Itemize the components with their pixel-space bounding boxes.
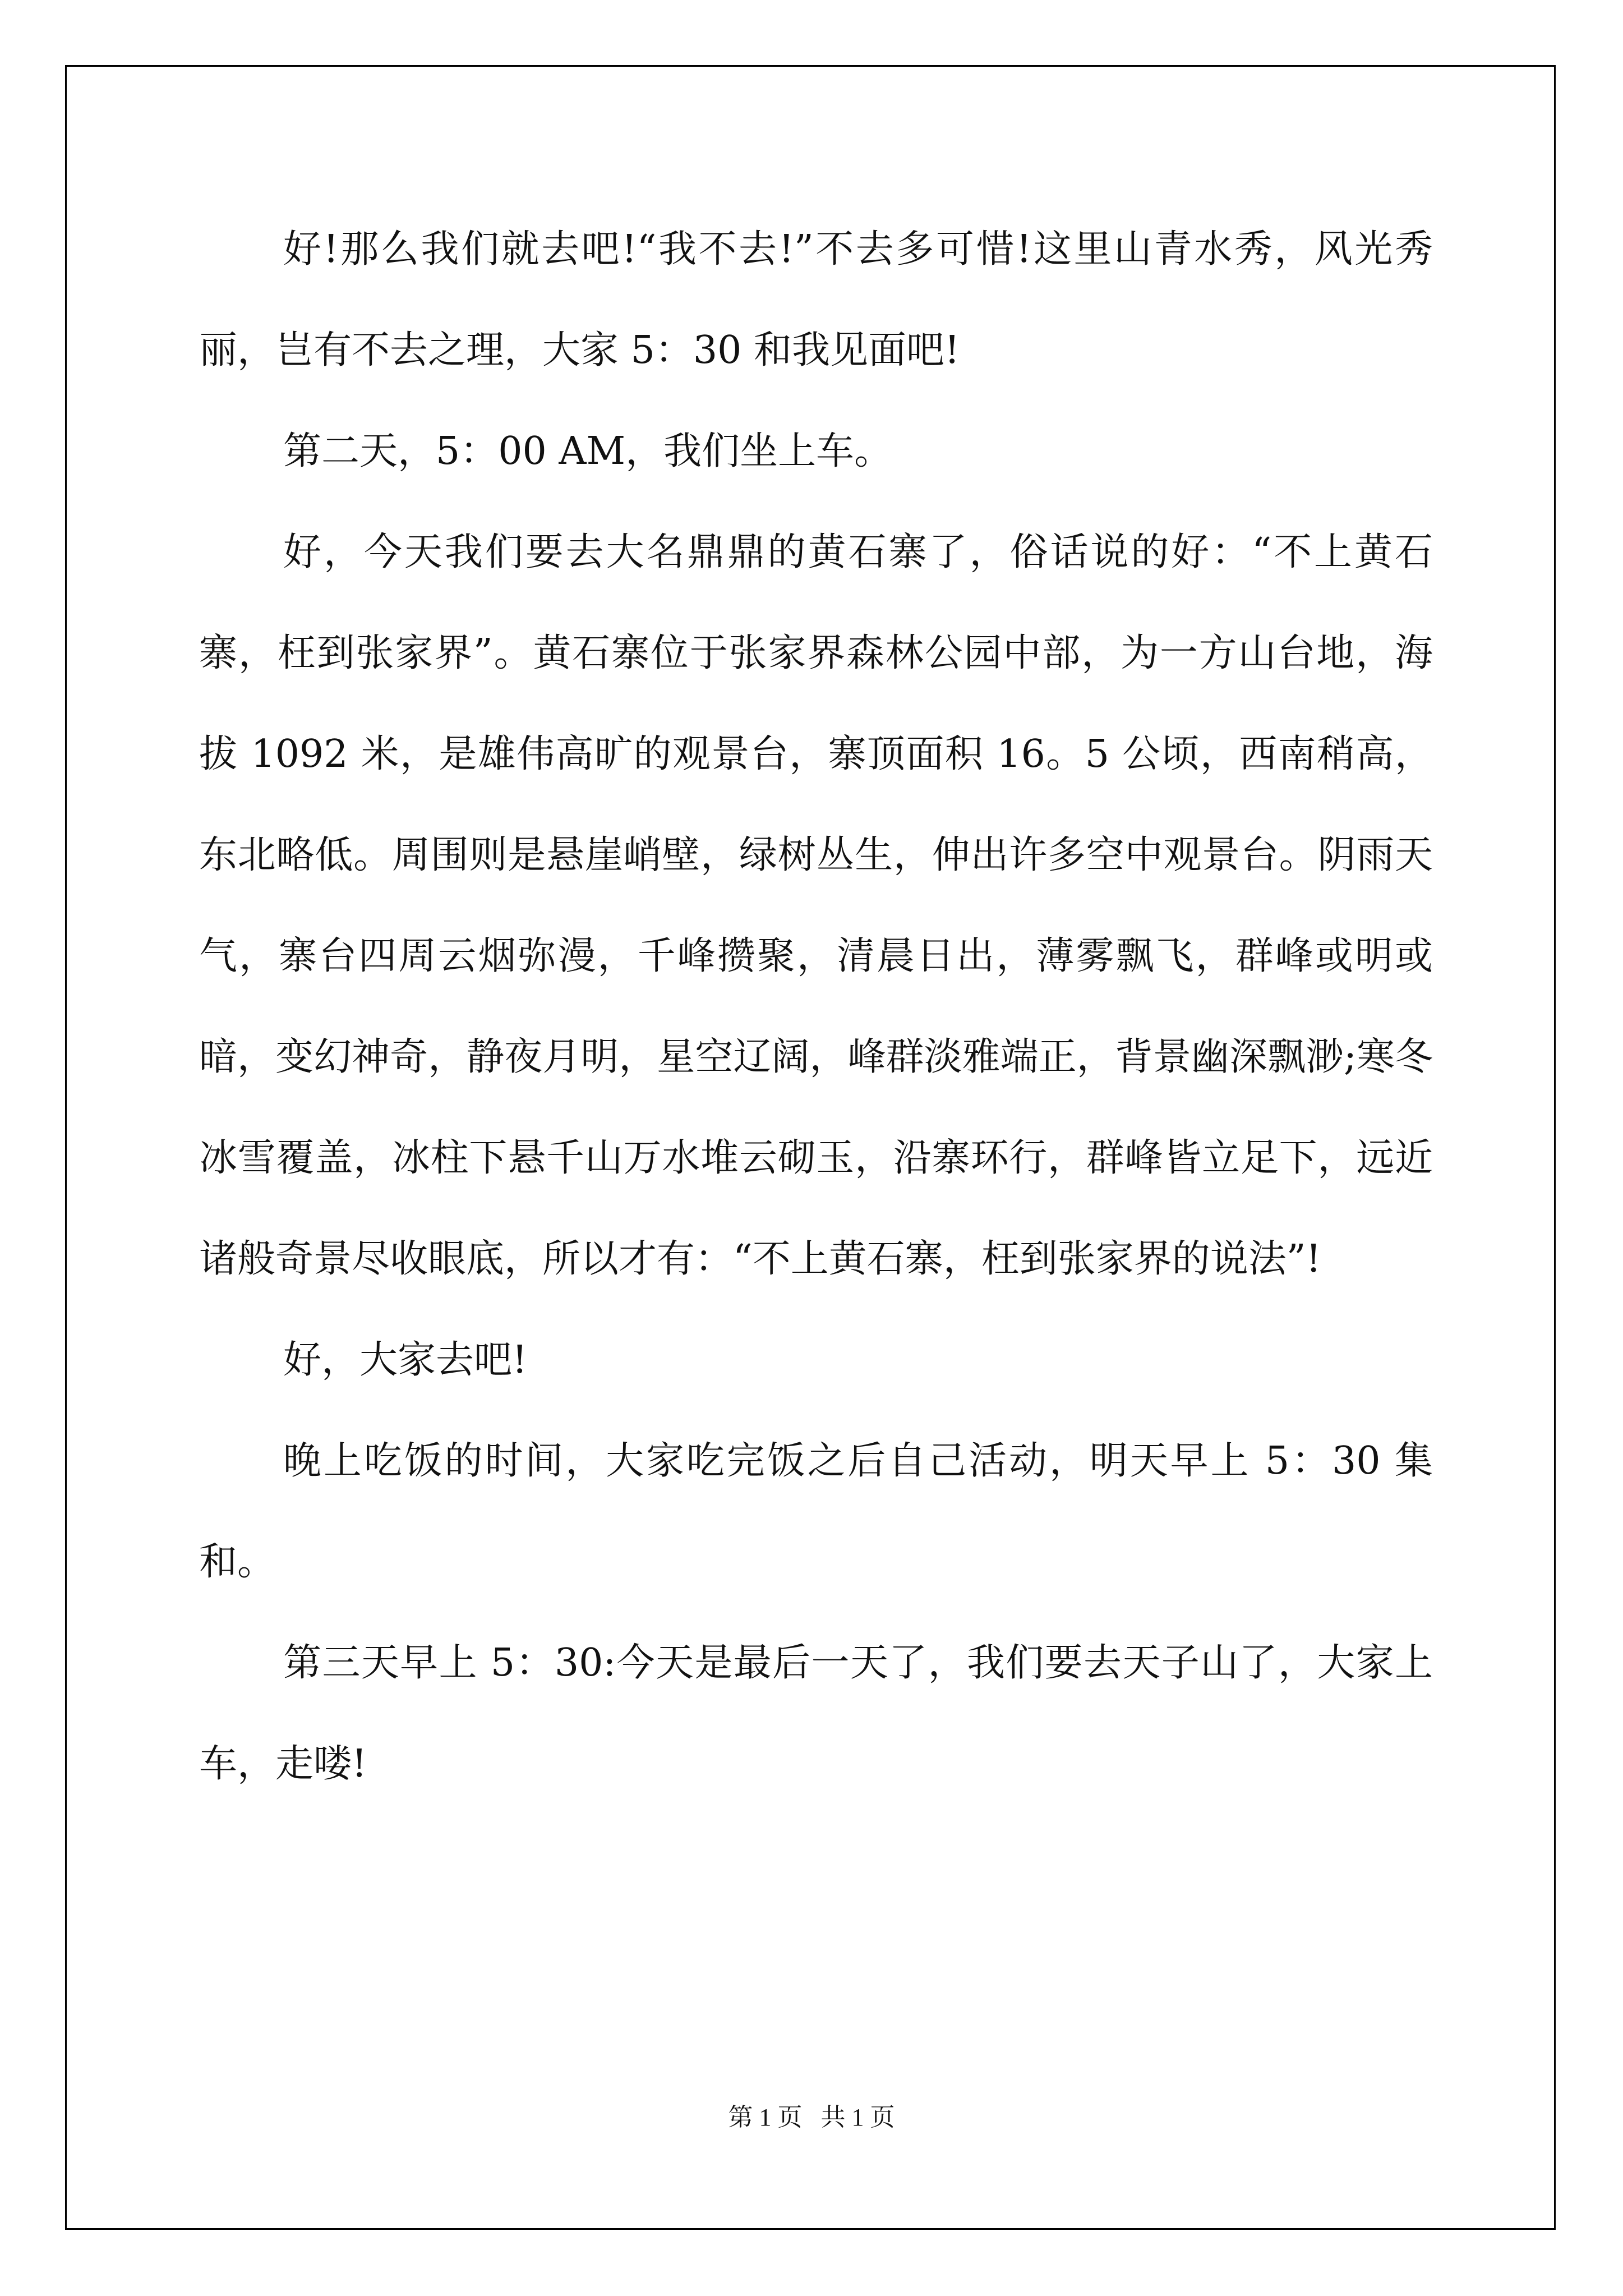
paragraph-1: 好!那么我们就去吧!“我不去!”不去多可惜!这里山青水秀，风光秀丽，岂有不去之理，大家 5：30 和我见面吧! xyxy=(199,227,1433,372)
document-body xyxy=(199,199,1433,1815)
paragraph-2: 第二天，5：00 AM，我们坐上车。 xyxy=(283,429,893,473)
page-footer xyxy=(0,2101,1623,2134)
paragraph-5: 晚上吃饭的时间，大家吃完饭之后自己活动，明天早上 5：30 集和。 xyxy=(199,1439,1433,1584)
paragraph-3: 好，今天我们要去大名鼎鼎的黄石寨了，俗话说的好：“不上黄石寨，枉到张家界”。黄石寨位于张家界森林公园中部，为一方山台地，海拔 1092 米，是雄伟高旷的观景台，寨顶面积 16。5 公顷，西南稍高，东北略低。周围则是悬崖峭壁，绿树丛生，伸出许多空中观景台。阴雨天气，寨台四周云烟弥漫，千峰攒聚，清晨日出，薄雾飘飞，群峰或明或暗，变幻神奇，静夜月明，星空辽阔，峰群淡雅端正，背景幽深飘渺;寒冬冰雪覆盖，冰柱下悬千山万水堆云砌玉，沿寨环行，群峰皆立足下，远近诸般奇景尽收眼底，所以才有：“不上黄石寨，枉到张家界的说法”! xyxy=(199,530,1433,1281)
total-pages: 共 1 页 xyxy=(820,2104,895,2131)
paragraph-6: 第三天早上 5：30:今天是最后一天了，我们要去天子山了，大家上车，走喽! xyxy=(199,1641,1433,1786)
paragraph-4: 好，大家去吧! xyxy=(283,1338,528,1382)
page-number: 第 1 页 xyxy=(728,2104,803,2131)
